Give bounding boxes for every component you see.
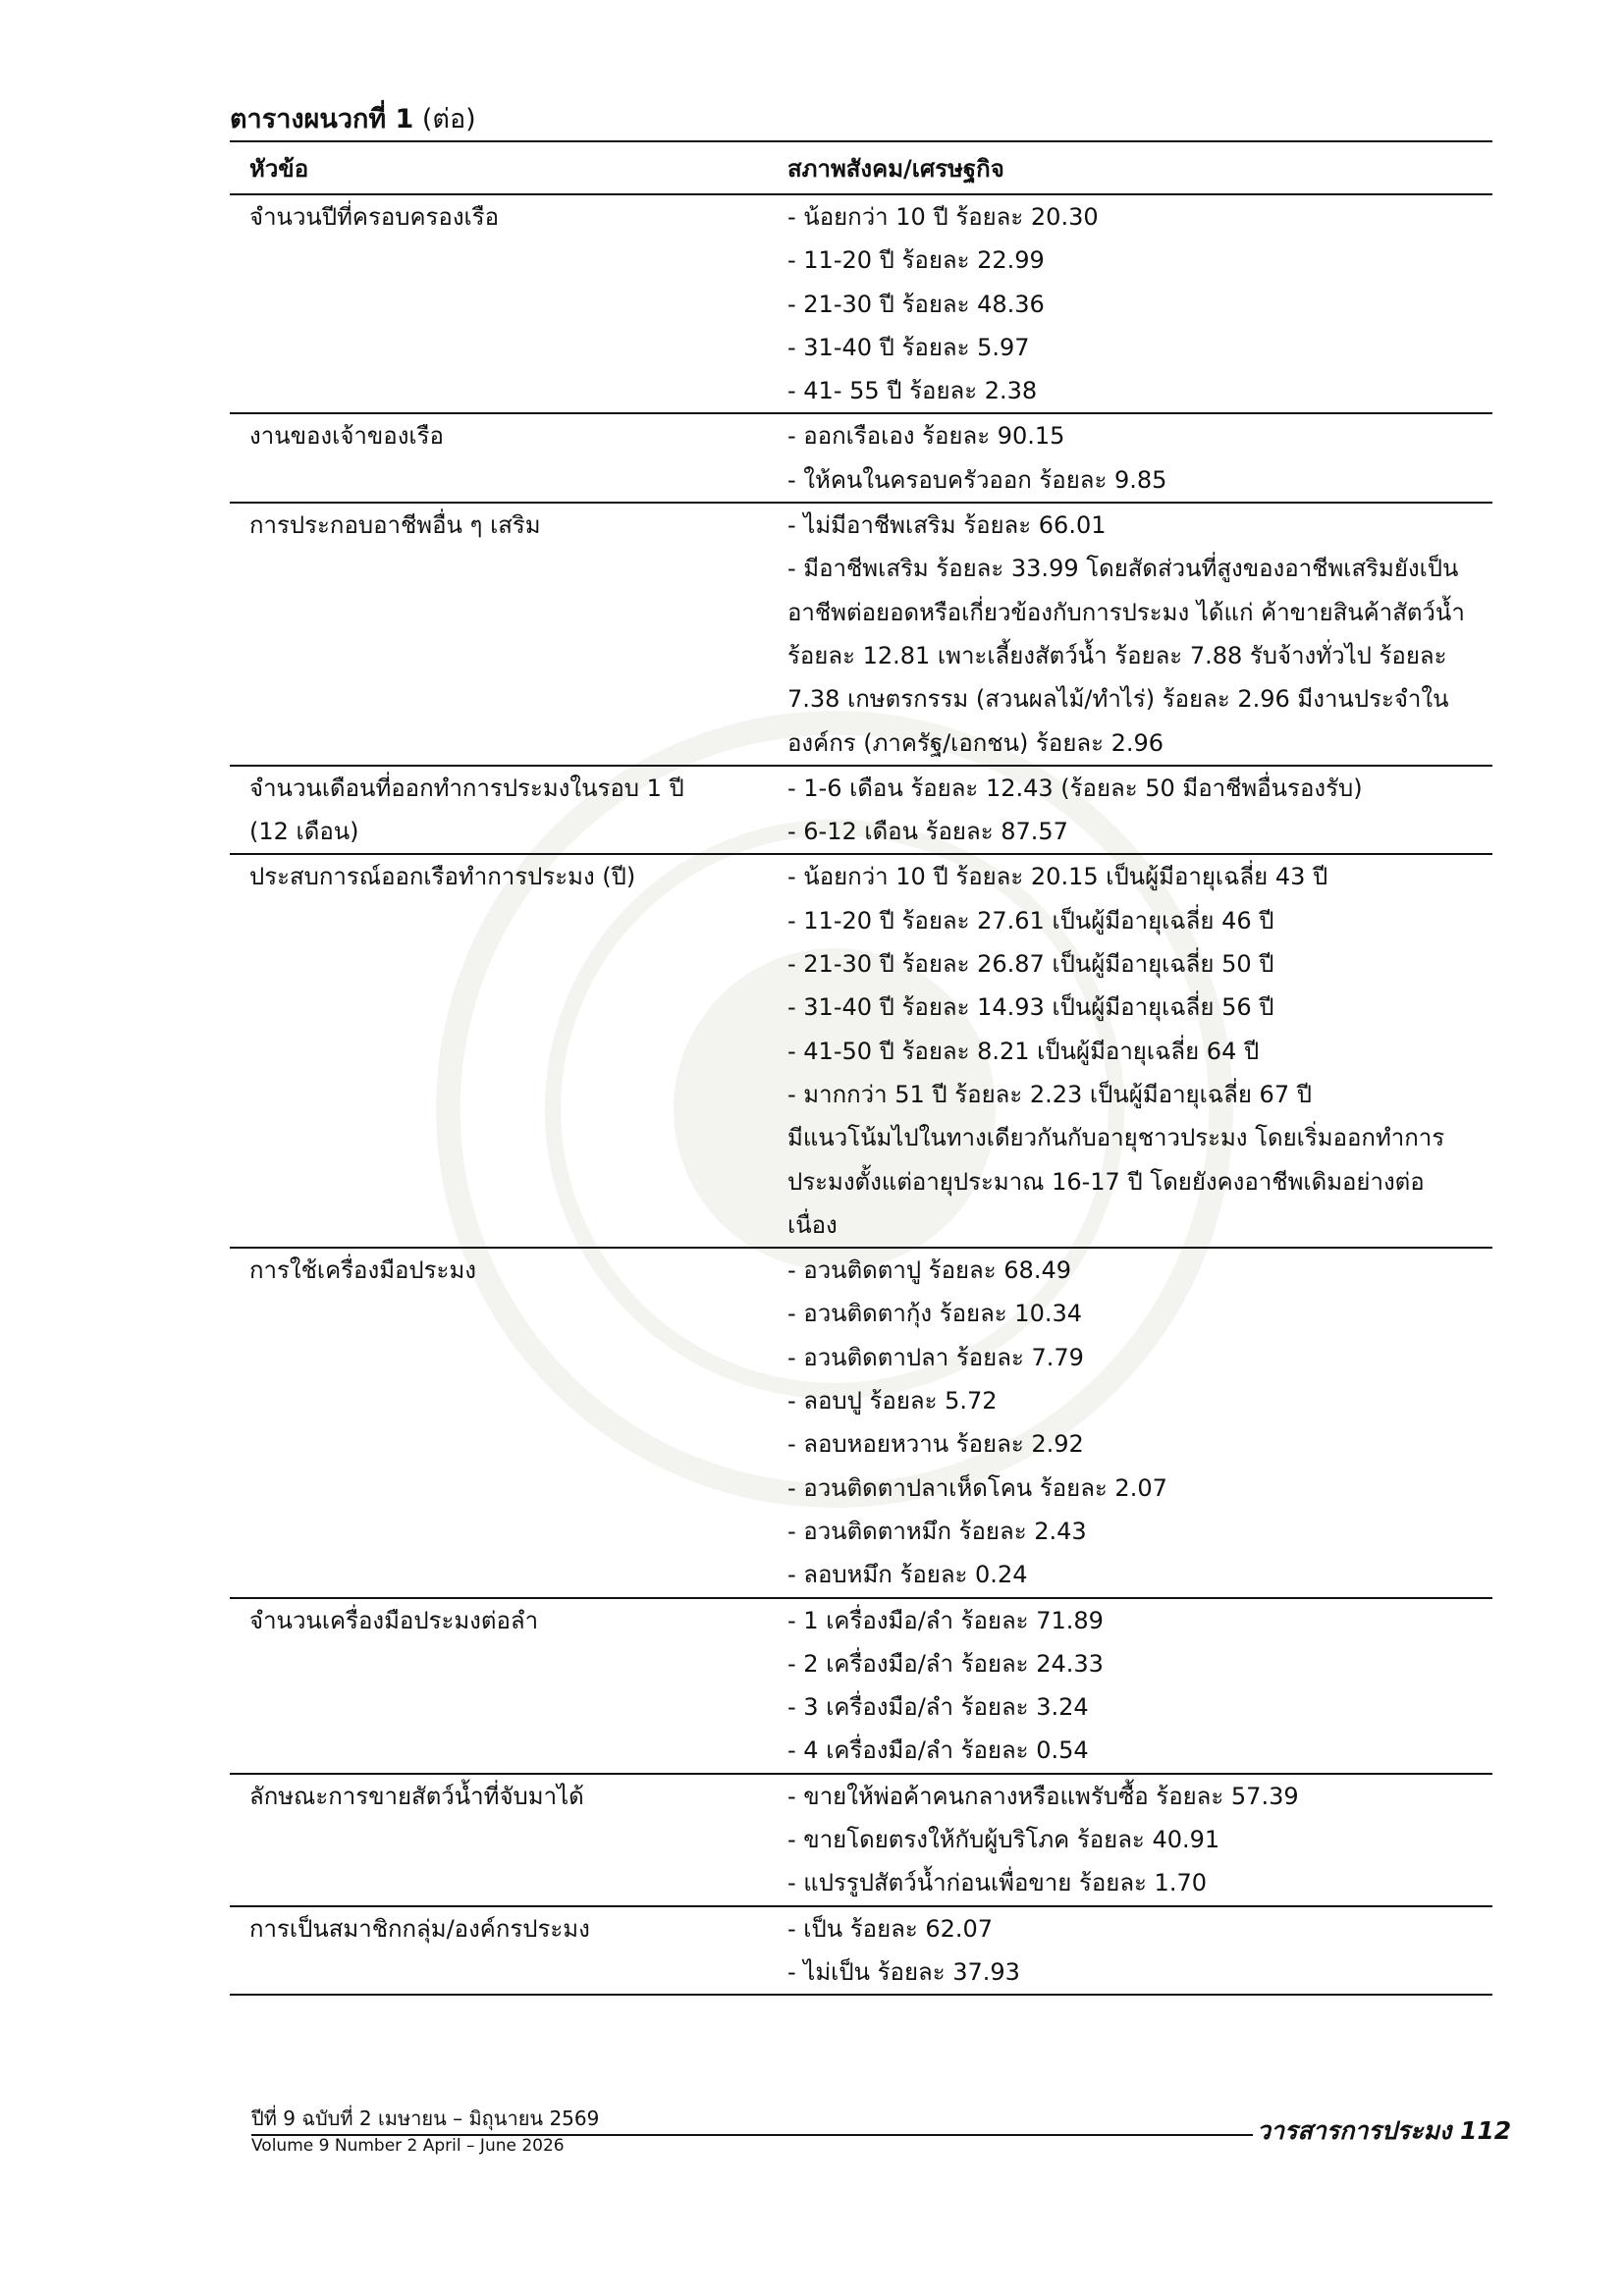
caption-continued: (ต่อ) bbox=[413, 104, 476, 134]
topic-text: การเป็นสมาชิกกลุ่ม/องค์กรประมง bbox=[249, 1914, 590, 1943]
detail-text: - ลอบปู ร้อยละ 5.72 bbox=[787, 1387, 998, 1415]
table-header-row bbox=[230, 141, 1492, 194]
detail-text: - 6-12 เดือน ร้อยละ 87.57 bbox=[787, 818, 1068, 846]
table-caption bbox=[230, 100, 476, 139]
detail-text: - 31-40 ปี ร้อยละ 5.97 bbox=[787, 333, 1030, 361]
detail-text: - ไม่เป็น ร้อยละ 37.93 bbox=[787, 1957, 1020, 1986]
detail-text: - มีอาชีพเสริม ร้อยละ 33.99 โดยสัดส่วนที่สูงของอาชีพเสริมยังเป็นอาชีพต่อยอดหรือเกี่ยวข้องกับการประมง ได้แก่ ค้าขายสินค้าสัตว์น้ำ ร้อยละ 12.81 เพาะเลี้ยงสัตว์น้ำ ร้อยละ 7.88 รับจ้างทั่วไป ร้อยละ 7.38 เกษตรกรรม (สวนผลไม้/ทำไร่) ร้อยละ 2.96 มีงานประจำในองค์กร (ภาครัฐ/เอกชน) ร้อยละ 2.96 bbox=[787, 555, 1465, 757]
row-topic-cell bbox=[230, 854, 760, 1248]
table-row bbox=[230, 1248, 1492, 1597]
topic-text: ประสบการณ์ออกเรือทำการประมง (ปี) bbox=[249, 863, 636, 891]
row-topic-cell bbox=[230, 503, 760, 766]
detail-text: - 1 เครื่องมือ/ลำ ร้อยละ 71.89 bbox=[787, 1606, 1104, 1634]
row-topic-cell bbox=[230, 766, 760, 855]
row-detail-cell bbox=[760, 1906, 1492, 1996]
detail-text: - อวนติดตาปลา ร้อยละ 7.79 bbox=[787, 1343, 1084, 1371]
detail-text: - 31-40 ปี ร้อยละ 14.93 เป็นผู้มีอายุเฉลี่ย 56 ปี bbox=[787, 993, 1274, 1022]
detail-text: - ลอบหอยหวาน ร้อยละ 2.92 bbox=[787, 1430, 1084, 1459]
detail-text: - ลอบหมึก ร้อยละ 0.24 bbox=[787, 1561, 1028, 1589]
table-row bbox=[230, 194, 1492, 413]
detail-text: - น้อยกว่า 10 ปี ร้อยละ 20.15 เป็นผู้มีอายุเฉลี่ย 43 ปี bbox=[787, 863, 1328, 891]
detail-text: - 2 เครื่องมือ/ลำ ร้อยละ 24.33 bbox=[787, 1649, 1104, 1678]
table-row bbox=[230, 766, 1492, 855]
issue-english: Volume 9 Number 2 April – June 2026 bbox=[251, 2136, 565, 2156]
row-detail-cell bbox=[760, 1248, 1492, 1597]
row-detail-cell bbox=[760, 194, 1492, 413]
detail-text: - อวนติดตาปู ร้อยละ 68.49 bbox=[787, 1256, 1071, 1285]
detail-text: - 21-30 ปี ร้อยละ 26.87 เป็นผู้มีอายุเฉลี่ย 50 ปี bbox=[787, 950, 1274, 979]
detail-text: - อวนติดตาปลาเห็ดโคน ร้อยละ 2.07 bbox=[787, 1473, 1167, 1502]
table-row bbox=[230, 503, 1492, 766]
row-topic-cell bbox=[230, 1774, 760, 1906]
table-row bbox=[230, 413, 1492, 503]
detail-text: - 11-20 ปี ร้อยละ 22.99 bbox=[787, 246, 1045, 275]
detail-text: - 11-20 ปี ร้อยละ 27.61 เป็นผู้มีอายุเฉลี่ย 46 ปี bbox=[787, 906, 1274, 934]
topic-text: การประกอบอาชีพอื่น ๆ เสริม bbox=[249, 511, 541, 540]
detail-text: - ไม่มีอาชีพเสริม ร้อยละ 66.01 bbox=[787, 511, 1107, 540]
topic-text: จำนวนเครื่องมือประมงต่อลำ bbox=[249, 1606, 539, 1634]
row-topic-cell bbox=[230, 194, 760, 413]
topic-text: งานของเจ้าของเรือ bbox=[249, 422, 444, 451]
row-detail-cell bbox=[760, 854, 1492, 1248]
topic-text: (12 เดือน) bbox=[249, 818, 359, 846]
topic-text: จำนวนเดือนที่ออกทำการประมงในรอบ 1 ปี bbox=[249, 774, 684, 802]
journal-name-page-number: วารสารการประมง 112 bbox=[1257, 2116, 1512, 2145]
topic-text: จำนวนปีที่ครอบครองเรือ bbox=[249, 203, 500, 231]
table-row bbox=[230, 1774, 1492, 1906]
detail-text: - 1-6 เดือน ร้อยละ 12.43 (ร้อยละ 50 มีอาชีพอื่นรองรับ) bbox=[787, 774, 1363, 802]
row-detail-cell bbox=[760, 503, 1492, 766]
detail-text: มีแนวโน้มไปในทางเดียวกันกับอายุชาวประมง โดยเริ่มออกทำการประมงตั้งแต่อายุประมาณ 16-17 ปี โดยยังคงอาชีพเดิมอย่างต่อเนื่อง bbox=[787, 1124, 1445, 1239]
detail-text: - เป็น ร้อยละ 62.07 bbox=[787, 1914, 994, 1943]
header-socioeconomic: สภาพสังคม/เศรษฐกิจ bbox=[760, 141, 1492, 194]
row-topic-cell bbox=[230, 1598, 760, 1774]
topic-text: ลักษณะการขายสัตว์น้ำที่จับมาได้ bbox=[249, 1782, 584, 1810]
row-topic-cell bbox=[230, 1906, 760, 1996]
detail-text: - 21-30 ปี ร้อยละ 48.36 bbox=[787, 290, 1045, 318]
header-topic: หัวข้อ bbox=[230, 141, 760, 194]
row-topic-cell bbox=[230, 1248, 760, 1597]
table-row bbox=[230, 1598, 1492, 1774]
row-detail-cell bbox=[760, 1774, 1492, 1906]
row-topic-cell bbox=[230, 413, 760, 503]
issue-thai: ปีที่ 9 ฉบับที่ 2 เมษายน – มิถุนายน 2569 bbox=[251, 2107, 600, 2130]
row-detail-cell bbox=[760, 766, 1492, 855]
table-row bbox=[230, 1906, 1492, 1996]
detail-text: - ขายให้พ่อค้าคนกลางหรือแพรับซื้อ ร้อยละ 57.39 bbox=[787, 1782, 1299, 1810]
detail-text: - 4 เครื่องมือ/ลำ ร้อยละ 0.54 bbox=[787, 1736, 1089, 1765]
detail-text: - แปรรูปสัตว์น้ำก่อนเพื่อขาย ร้อยละ 1.70 bbox=[787, 1869, 1207, 1897]
detail-text: - มากกว่า 51 ปี ร้อยละ 2.23 เป็นผู้มีอายุเฉลี่ย 67 ปี bbox=[787, 1080, 1312, 1108]
appendix-table bbox=[230, 140, 1492, 1996]
detail-text: - อวนติดตากุ้ง ร้อยละ 10.34 bbox=[787, 1300, 1082, 1328]
detail-text: - น้อยกว่า 10 ปี ร้อยละ 20.30 bbox=[787, 203, 1099, 231]
detail-text: - 41- 55 ปี ร้อยละ 2.38 bbox=[787, 377, 1038, 405]
detail-text: - อวนติดตาหมึก ร้อยละ 2.43 bbox=[787, 1517, 1087, 1545]
row-detail-cell bbox=[760, 413, 1492, 503]
detail-text: - 3 เครื่องมือ/ลำ ร้อยละ 3.24 bbox=[787, 1693, 1089, 1722]
table-body bbox=[230, 194, 1492, 1995]
caption-title: ตารางผนวกที่ 1 bbox=[230, 104, 414, 134]
detail-text: - 41-50 ปี ร้อยละ 8.21 เป็นผู้มีอายุเฉลี่ย 64 ปี bbox=[787, 1037, 1260, 1065]
table-row bbox=[230, 854, 1492, 1248]
topic-text: การใช้เครื่องมือประมง bbox=[249, 1256, 476, 1285]
detail-text: - ให้คนในครอบครัวออก ร้อยละ 9.85 bbox=[787, 465, 1167, 494]
row-detail-cell bbox=[760, 1598, 1492, 1774]
detail-text: - ขายโดยตรงให้กับผู้บริโภค ร้อยละ 40.91 bbox=[787, 1825, 1220, 1853]
detail-text: - ออกเรือเอง ร้อยละ 90.15 bbox=[787, 422, 1065, 451]
